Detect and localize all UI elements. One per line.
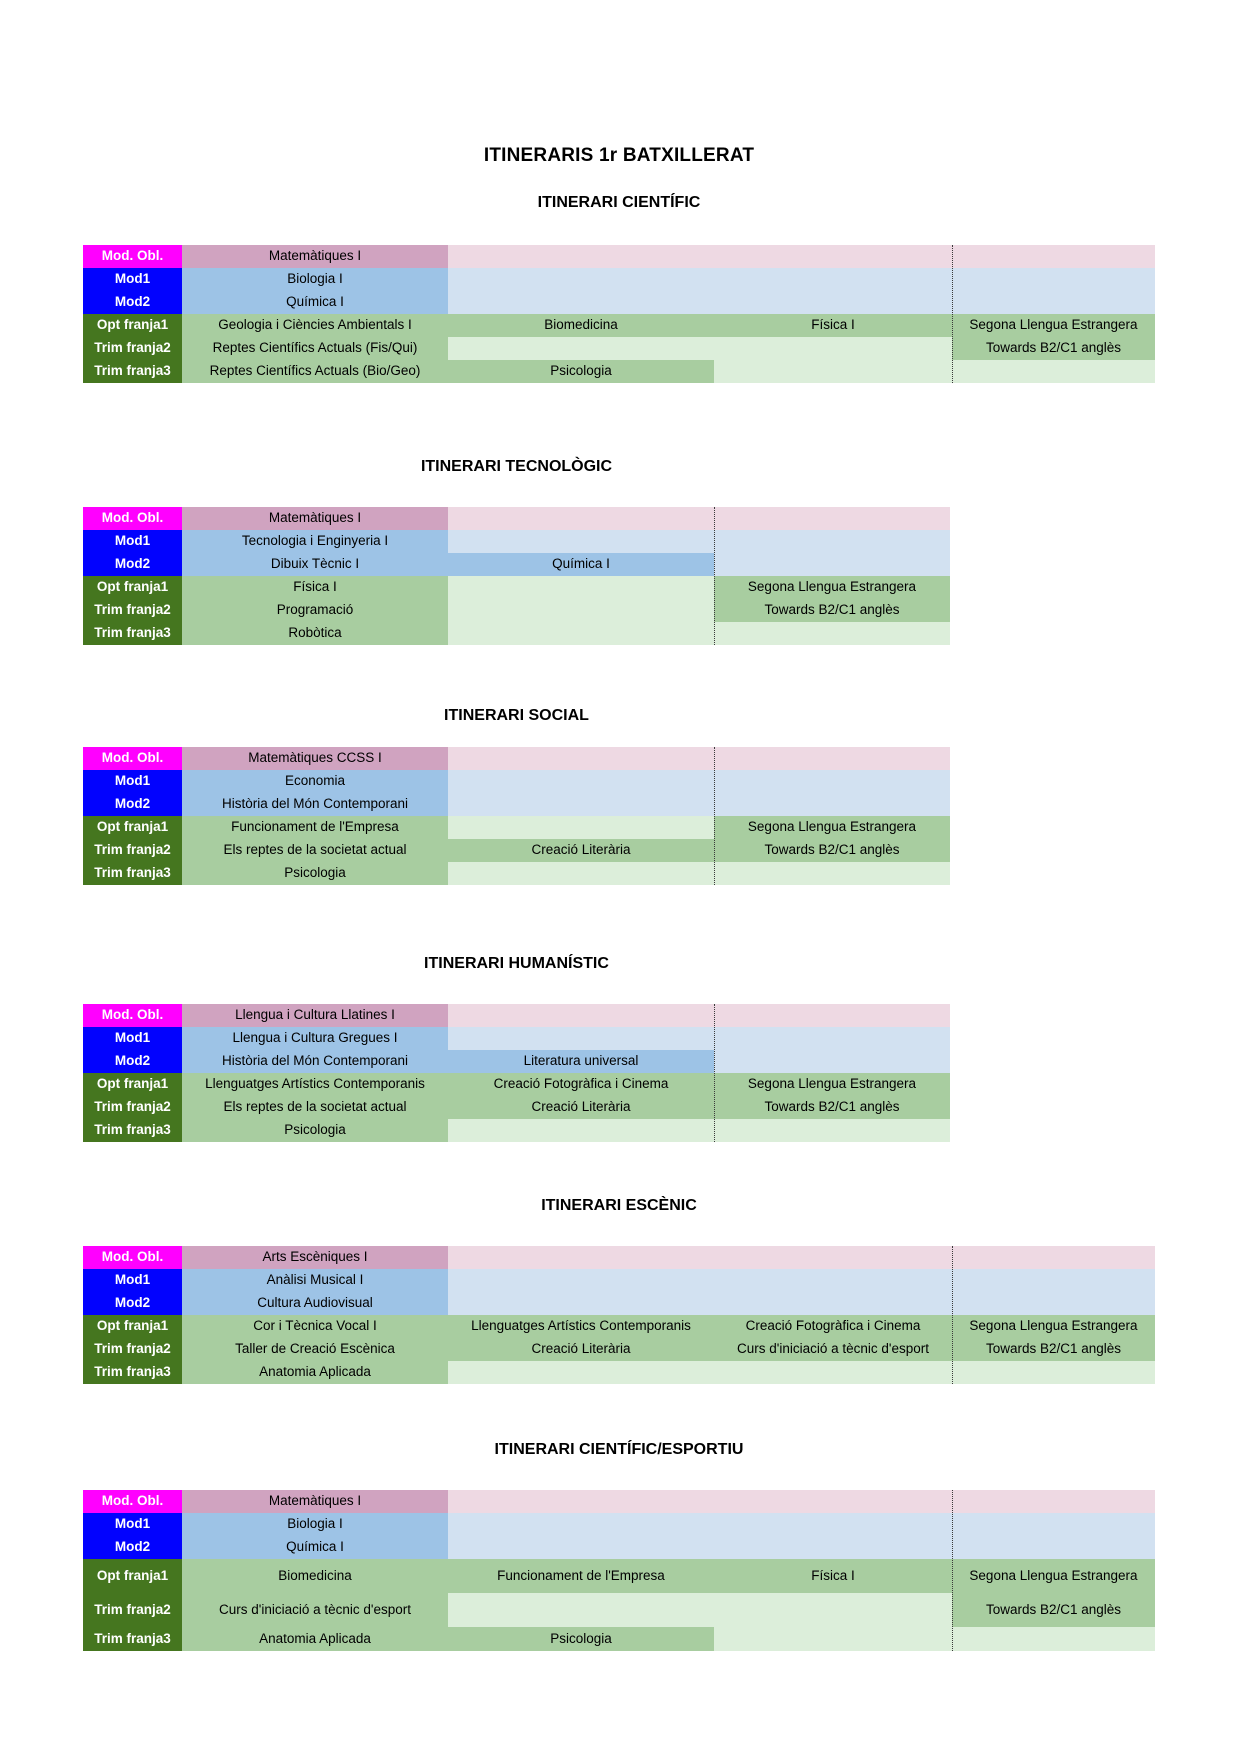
subject-cell: Geologia i Ciències Ambientals I	[182, 314, 448, 337]
table-row	[83, 622, 950, 645]
empty-cell	[448, 793, 950, 816]
table-row	[83, 862, 950, 885]
table-row	[83, 747, 950, 770]
row-label: Trim franja2	[83, 1096, 182, 1119]
row-label: Trim franja3	[83, 360, 182, 383]
empty-cell	[448, 1292, 1155, 1315]
table-row	[83, 576, 950, 599]
empty-cell	[448, 1361, 1155, 1384]
row-label: Trim franja2	[83, 599, 182, 622]
subject-cell: Taller de Creació Escènica	[182, 1338, 448, 1361]
subject-cell: Biologia I	[182, 1513, 448, 1536]
dotted-divider	[714, 507, 715, 645]
dotted-divider	[714, 1004, 715, 1142]
subject-cell: Segona Llengua Estrangera	[952, 1315, 1155, 1338]
subject-cell: Towards B2/C1 anglès	[952, 1338, 1155, 1361]
empty-cell	[448, 1536, 1155, 1559]
row-label: Mod. Obl.	[83, 507, 182, 530]
subject-cell: Anàlisi Musical I	[182, 1269, 448, 1292]
empty-cell	[448, 268, 1155, 291]
subject-cell: Creació Fotogràfica i Cinema	[714, 1315, 952, 1338]
subject-cell: Biomedicina	[182, 1559, 448, 1593]
empty-cell	[448, 1593, 952, 1627]
empty-cell	[714, 360, 1155, 383]
row-label: Opt franja1	[83, 1559, 182, 1593]
subject-cell: Literatura universal	[448, 1050, 714, 1073]
subject-cell: Psicologia	[182, 862, 448, 885]
subject-cell: Tecnologia i Enginyeria I	[182, 530, 448, 553]
subject-cell: Física I	[714, 314, 952, 337]
subject-cell: Biologia I	[182, 268, 448, 291]
table-row	[83, 1269, 1155, 1292]
subject-cell: Llengua i Cultura Llatines I	[182, 1004, 448, 1027]
empty-cell	[448, 507, 950, 530]
row-label: Opt franja1	[83, 576, 182, 599]
row-label: Mod1	[83, 1269, 182, 1292]
empty-cell	[448, 337, 952, 360]
subject-cell: Cultura Audiovisual	[182, 1292, 448, 1315]
row-label: Trim franja2	[83, 337, 182, 360]
subject-cell: Matemàtiques I	[182, 1490, 448, 1513]
subject-cell: Matemàtiques I	[182, 245, 448, 268]
subject-cell: Cor i Tècnica Vocal I	[182, 1315, 448, 1338]
row-label: Trim franja3	[83, 862, 182, 885]
table-row	[83, 360, 1155, 383]
row-label: Opt franja1	[83, 816, 182, 839]
subject-cell: Psicologia	[448, 1627, 714, 1651]
subject-cell: Creació Literària	[448, 1096, 714, 1119]
table-row	[83, 1559, 1155, 1593]
table-row	[83, 1627, 1155, 1651]
empty-cell	[448, 770, 950, 793]
subject-cell: Towards B2/C1 anglès	[714, 839, 950, 862]
row-label: Trim franja3	[83, 1627, 182, 1651]
dotted-divider	[952, 1246, 953, 1384]
empty-cell	[448, 1269, 1155, 1292]
subject-cell: Biomedicina	[448, 314, 714, 337]
subject-cell: Segona Llengua Estrangera	[952, 314, 1155, 337]
table-row	[83, 1513, 1155, 1536]
subject-cell: Reptes Científics Actuals (Bio/Geo)	[182, 360, 448, 383]
empty-cell	[448, 862, 950, 885]
itinerary-table	[83, 1004, 950, 1142]
subject-cell: Creació Literària	[448, 1338, 714, 1361]
row-label: Mod1	[83, 1027, 182, 1050]
empty-cell	[448, 291, 1155, 314]
subject-cell: Anatomia Aplicada	[182, 1627, 448, 1651]
section-title: ITINERARI TECNOLÒGIC	[420, 458, 613, 475]
subject-cell: Matemàtiques CCSS I	[182, 747, 448, 770]
subject-cell: Psicologia	[182, 1119, 448, 1142]
table-row	[83, 1004, 950, 1027]
subject-cell: Towards B2/C1 anglès	[714, 599, 950, 622]
subject-cell: Curs d'iniciació a tècnic d'esport	[182, 1593, 448, 1627]
row-label: Mod1	[83, 770, 182, 793]
table-row	[83, 1119, 950, 1142]
subject-cell: Dibuix Tècnic I	[182, 553, 448, 576]
table-row	[83, 1361, 1155, 1384]
table-row	[83, 1096, 950, 1119]
table-row	[83, 1593, 1155, 1627]
subject-cell: Arts Escèniques I	[182, 1246, 448, 1269]
row-label: Mod1	[83, 530, 182, 553]
itinerary-table	[83, 1490, 1155, 1651]
itinerary-table	[83, 747, 950, 885]
section-title: ITINERARI ESCÈNIC	[541, 1197, 697, 1214]
empty-cell	[448, 1246, 1155, 1269]
row-label: Mod2	[83, 1292, 182, 1315]
subject-cell: Curs d'iniciació a tècnic d'esport	[714, 1338, 952, 1361]
page-title: ITINERARIS 1r BATXILLERAT	[483, 144, 755, 166]
table-row	[83, 793, 950, 816]
row-label: Trim franja3	[83, 1119, 182, 1142]
row-label: Opt franja1	[83, 1073, 182, 1096]
table-row	[83, 1050, 950, 1073]
table-row	[83, 245, 1155, 268]
row-label: Opt franja1	[83, 314, 182, 337]
table-row	[83, 268, 1155, 291]
subject-cell: Història del Món Contemporani	[182, 793, 448, 816]
row-label: Mod2	[83, 553, 182, 576]
subject-cell: Programació	[182, 599, 448, 622]
empty-cell	[448, 1004, 950, 1027]
row-label: Mod. Obl.	[83, 1246, 182, 1269]
table-row	[83, 553, 950, 576]
table-row	[83, 337, 1155, 360]
subject-cell: Segona Llengua Estrangera	[714, 576, 950, 599]
empty-cell	[448, 1119, 950, 1142]
section-title: ITINERARI CIENTÍFIC/ESPORTIU	[494, 1441, 744, 1458]
empty-cell	[448, 1490, 1155, 1513]
subject-cell: Towards B2/C1 anglès	[952, 1593, 1155, 1627]
empty-cell	[448, 747, 950, 770]
subject-cell: Segona Llengua Estrangera	[714, 816, 950, 839]
row-label: Mod. Obl.	[83, 747, 182, 770]
subject-cell: Creació Fotogràfica i Cinema	[448, 1073, 714, 1096]
empty-cell	[714, 1050, 950, 1073]
table-row	[83, 1292, 1155, 1315]
row-label: Mod2	[83, 1050, 182, 1073]
subject-cell: Anatomia Aplicada	[182, 1361, 448, 1384]
table-row	[83, 816, 950, 839]
table-row	[83, 1073, 950, 1096]
table-row	[83, 1536, 1155, 1559]
table-row	[83, 1246, 1155, 1269]
empty-cell	[448, 576, 714, 599]
subject-cell: Towards B2/C1 anglès	[952, 337, 1155, 360]
empty-cell	[448, 1027, 950, 1050]
table-row	[83, 1027, 950, 1050]
row-label: Opt franja1	[83, 1315, 182, 1338]
subject-cell: Robòtica	[182, 622, 448, 645]
subject-cell: Creació Literària	[448, 839, 714, 862]
row-label: Mod2	[83, 1536, 182, 1559]
row-label: Mod1	[83, 268, 182, 291]
table-row	[83, 599, 950, 622]
subject-cell: Psicologia	[448, 360, 714, 383]
table-row	[83, 839, 950, 862]
empty-cell	[448, 622, 950, 645]
subject-cell: Segona Llengua Estrangera	[714, 1073, 950, 1096]
itinerary-table	[83, 245, 1155, 383]
subject-cell: Llengua i Cultura Gregues I	[182, 1027, 448, 1050]
table-row	[83, 770, 950, 793]
row-label: Mod1	[83, 1513, 182, 1536]
empty-cell	[448, 599, 714, 622]
subject-cell: Towards B2/C1 anglès	[714, 1096, 950, 1119]
row-label: Mod. Obl.	[83, 1004, 182, 1027]
subject-cell: Física I	[714, 1559, 952, 1593]
row-label: Trim franja2	[83, 1338, 182, 1361]
row-label: Mod2	[83, 793, 182, 816]
subject-cell: Història del Món Contemporani	[182, 1050, 448, 1073]
subject-cell: Funcionament de l'Empresa	[182, 816, 448, 839]
empty-cell	[448, 530, 950, 553]
subject-cell: Segona Llengua Estrangera	[952, 1559, 1155, 1593]
subject-cell: Química I	[448, 553, 714, 576]
dotted-divider	[714, 747, 715, 885]
subject-cell: Reptes Científics Actuals (Fis/Qui)	[182, 337, 448, 360]
subject-cell: Els reptes de la societat actual	[182, 1096, 448, 1119]
subject-cell: Economia	[182, 770, 448, 793]
empty-cell	[448, 245, 1155, 268]
table-row	[83, 1490, 1155, 1513]
subject-cell: Matemàtiques I	[182, 507, 448, 530]
row-label: Trim franja2	[83, 839, 182, 862]
empty-cell	[714, 553, 950, 576]
empty-cell	[448, 1513, 1155, 1536]
row-label: Mod2	[83, 291, 182, 314]
subject-cell: Llenguatges Artístics Contemporanis	[448, 1315, 714, 1338]
subject-cell: Llenguatges Artístics Contemporanis	[182, 1073, 448, 1096]
table-row	[83, 507, 950, 530]
subject-cell: Física I	[182, 576, 448, 599]
section-title: ITINERARI CIENTÍFIC	[537, 194, 701, 211]
row-label: Trim franja3	[83, 1361, 182, 1384]
itinerary-table	[83, 507, 950, 645]
row-label: Trim franja2	[83, 1593, 182, 1627]
empty-cell	[448, 816, 714, 839]
table-row	[83, 314, 1155, 337]
subject-cell: Funcionament de l'Empresa	[448, 1559, 714, 1593]
itinerary-table	[83, 1246, 1155, 1384]
subject-cell: Química I	[182, 1536, 448, 1559]
table-row	[83, 1315, 1155, 1338]
table-row	[83, 291, 1155, 314]
table-row	[83, 530, 950, 553]
section-title: ITINERARI HUMANÍSTIC	[424, 955, 609, 972]
section-title: ITINERARI SOCIAL	[444, 707, 589, 724]
empty-cell	[714, 1627, 1155, 1651]
table-row	[83, 1338, 1155, 1361]
dotted-divider	[952, 245, 953, 383]
dotted-divider	[952, 1490, 953, 1651]
subject-cell: Química I	[182, 291, 448, 314]
row-label: Trim franja3	[83, 622, 182, 645]
row-label: Mod. Obl.	[83, 1490, 182, 1513]
row-label: Mod. Obl.	[83, 245, 182, 268]
subject-cell: Els reptes de la societat actual	[182, 839, 448, 862]
